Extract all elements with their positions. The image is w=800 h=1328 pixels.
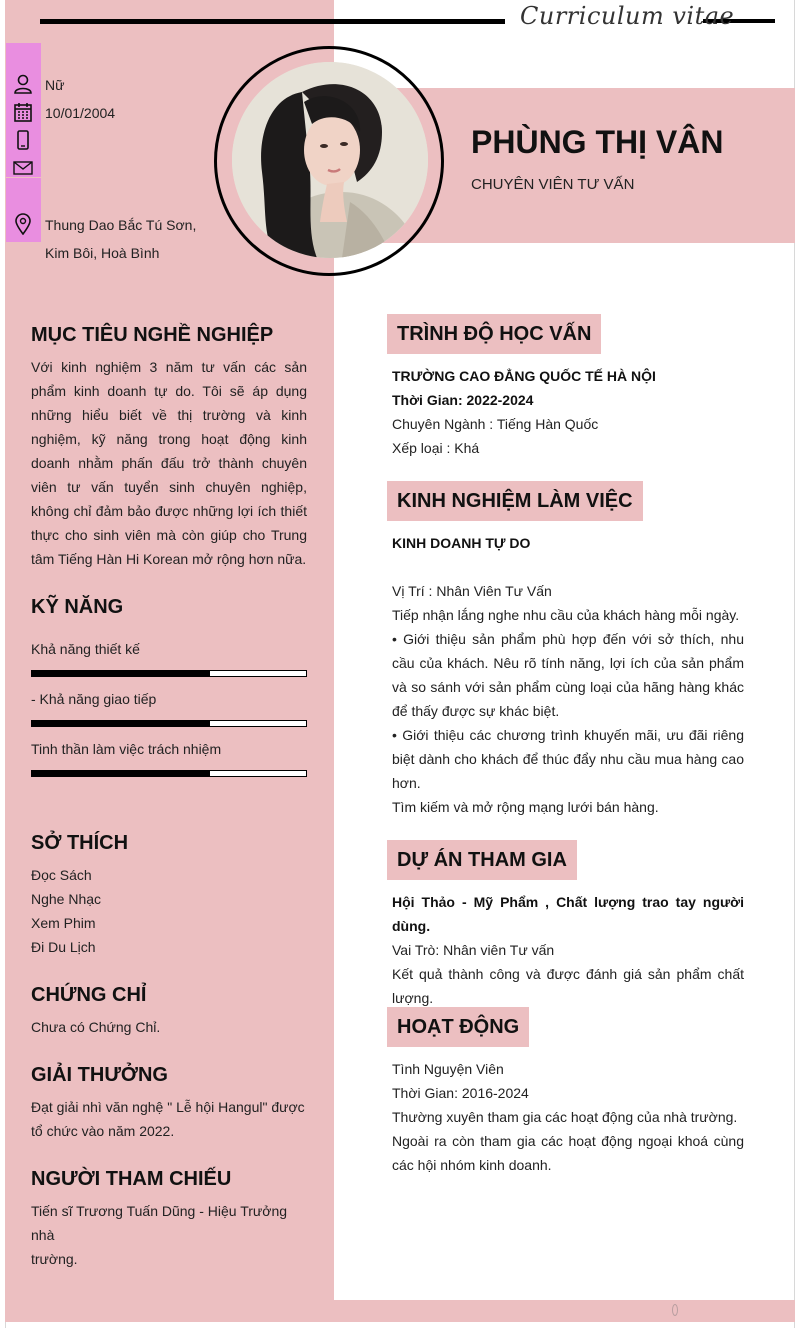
gender-value: Nữ: [45, 77, 65, 93]
activity-details: [392, 1057, 744, 1177]
certificates-text: Chưa có Chứng Chỉ.: [31, 1019, 161, 1035]
hobby-item: Đọc Sách: [31, 867, 92, 883]
project-result: Kết quả thành công và được đánh giá sản phẩm chất lượng.: [392, 966, 744, 1006]
education-details: [392, 364, 744, 460]
references-heading: NGƯỜI THAM CHIẾU: [31, 1168, 232, 1190]
skill-bar-fill: [32, 721, 210, 726]
hobby-item: Đi Du Lịch: [31, 939, 96, 955]
project-role: Vai Trò: Nhân viên Tư vấn: [392, 942, 555, 958]
project-name: Hội Thảo - Mỹ Phẩm , Chất lượng trao tay người dùng.: [392, 894, 744, 934]
experience-position: Vị Trí : Nhân Viên Tư Vấn: [392, 583, 552, 599]
experience-company: KINH DOANH TỰ DO: [392, 535, 531, 551]
address-line-2: Kim Bôi, Hoà Bình: [45, 245, 160, 261]
education-rank: Xếp loại : Khá: [392, 440, 480, 456]
education-heading: TRÌNH ĐỘ HỌC VẤN: [387, 314, 601, 354]
footer-mark: [672, 1304, 678, 1316]
career-goal-text: Với kinh nghiệm 3 năm tư vấn các sản phẩm kinh doanh tự do. Tôi sẽ áp dụng những hiểu biết về thị trường và kinh nghiệm, kỹ năng trong hoạt động kinh doanh nhằm phấn đấu trở thành chuyên viên tư vấn tuyển sinh chuyên nghiệp, không chỉ đảm bảo được những lợi ích thiết thực cho sinh viên mà còn giúp cho Trung tâm Tiếng Hàn Hi Korean mở rộng hơn nữa.: [31, 359, 307, 567]
experience-duty: Tìm kiếm và mở rộng mạng lưới bán hàng.: [392, 799, 659, 815]
hobby-item: Nghe Nhạc: [31, 891, 102, 907]
location-icon: [12, 213, 34, 235]
references-text: Tiến sĩ Trương Tuấn Dũng - Hiệu Trưởng nhà trường.: [31, 1203, 288, 1267]
certificates-heading: CHỨNG CHỈ: [31, 984, 147, 1006]
person-icon: [12, 73, 34, 95]
activity-text: Ngoài ra còn tham gia các hoạt động ngoại khoá cùng các hội nhóm kinh doanh.: [392, 1133, 744, 1173]
activities-heading: HOẠT ĐỘNG: [387, 1007, 529, 1047]
profile-photo: [232, 62, 428, 258]
experience-duty: • Giới thiệu sản phẩm phù hợp đến với sở thích, nhu cầu của khách. Nêu rõ tính năng, lợi ích của sản phẩm và so sánh với sản phẩm cùng loại của hãng hàng khác để thấy được sự khác biệt.: [392, 631, 744, 719]
skill-label: Tinh thần làm việc trách nhiệm: [31, 741, 222, 757]
address-line-1: Thung Dao Bắc Tú Sơn,: [45, 217, 197, 233]
skill-label: Khả năng thiết kế: [31, 641, 140, 657]
job-title: CHUYÊN VIÊN TƯ VẤN: [471, 176, 635, 193]
hobbies-heading: SỞ THÍCH: [31, 832, 129, 854]
experience-duty: • Giới thiệu các chương trình khuyến mãi, ưu đãi riêng biệt dành cho khách để thúc đẩy nhu cầu mua hàng cao hơn.: [392, 727, 744, 791]
skill-label: - Khả năng giao tiếp: [31, 691, 157, 707]
experience-heading: KINH NGHIỆM LÀM VIỆC: [387, 481, 643, 521]
project-details: [392, 890, 744, 1010]
activity-text: Thường xuyên tham gia các hoạt động của nhà trường.: [392, 1109, 738, 1125]
skill-bar-fill: [32, 671, 210, 676]
school-name: TRƯỜNG CAO ĐẲNG QUỐC TẾ HÀ NỘI: [392, 368, 656, 384]
cv-title: Curriculum vitae: [520, 2, 735, 30]
skill-bar: [31, 670, 307, 677]
education-time: Thời Gian: 2022-2024: [392, 392, 534, 408]
education-major: Chuyên Ngành : Tiếng Hàn Quốc: [392, 416, 599, 432]
full-name: PHÙNG THỊ VÂN: [471, 124, 724, 160]
projects-heading: DỰ ÁN THAM GIA: [387, 840, 577, 880]
activity-name: Tình Nguyện Viên: [392, 1061, 504, 1077]
experience-duty: Tiếp nhận lắng nghe nhu cầu của khách hàng mỗi ngày.: [392, 607, 740, 623]
calendar-icon: [12, 101, 34, 123]
career-goal-heading: MỤC TIÊU NGHỀ NGHIỆP: [31, 324, 274, 346]
awards-text: Đạt giải nhì văn nghệ " Lễ hội Hangul" được tổ chức vào năm 2022.: [31, 1099, 305, 1139]
hobby-list: [31, 863, 307, 959]
birthdate-value: 10/01/2004: [45, 105, 116, 121]
hobby-item: Xem Phim: [31, 915, 96, 931]
header-rule-left: [40, 19, 505, 24]
email-icon: [12, 157, 34, 179]
experience-details: [392, 579, 744, 819]
phone-icon: [12, 129, 34, 151]
skill-bar-fill: [32, 771, 210, 776]
awards-heading: GIẢI THƯỞNG: [31, 1064, 168, 1086]
activity-time: Thời Gian: 2016-2024: [392, 1085, 529, 1101]
skill-bar: [31, 770, 307, 777]
skills-heading: KỸ NĂNG: [31, 596, 124, 618]
skill-bar: [31, 720, 307, 727]
